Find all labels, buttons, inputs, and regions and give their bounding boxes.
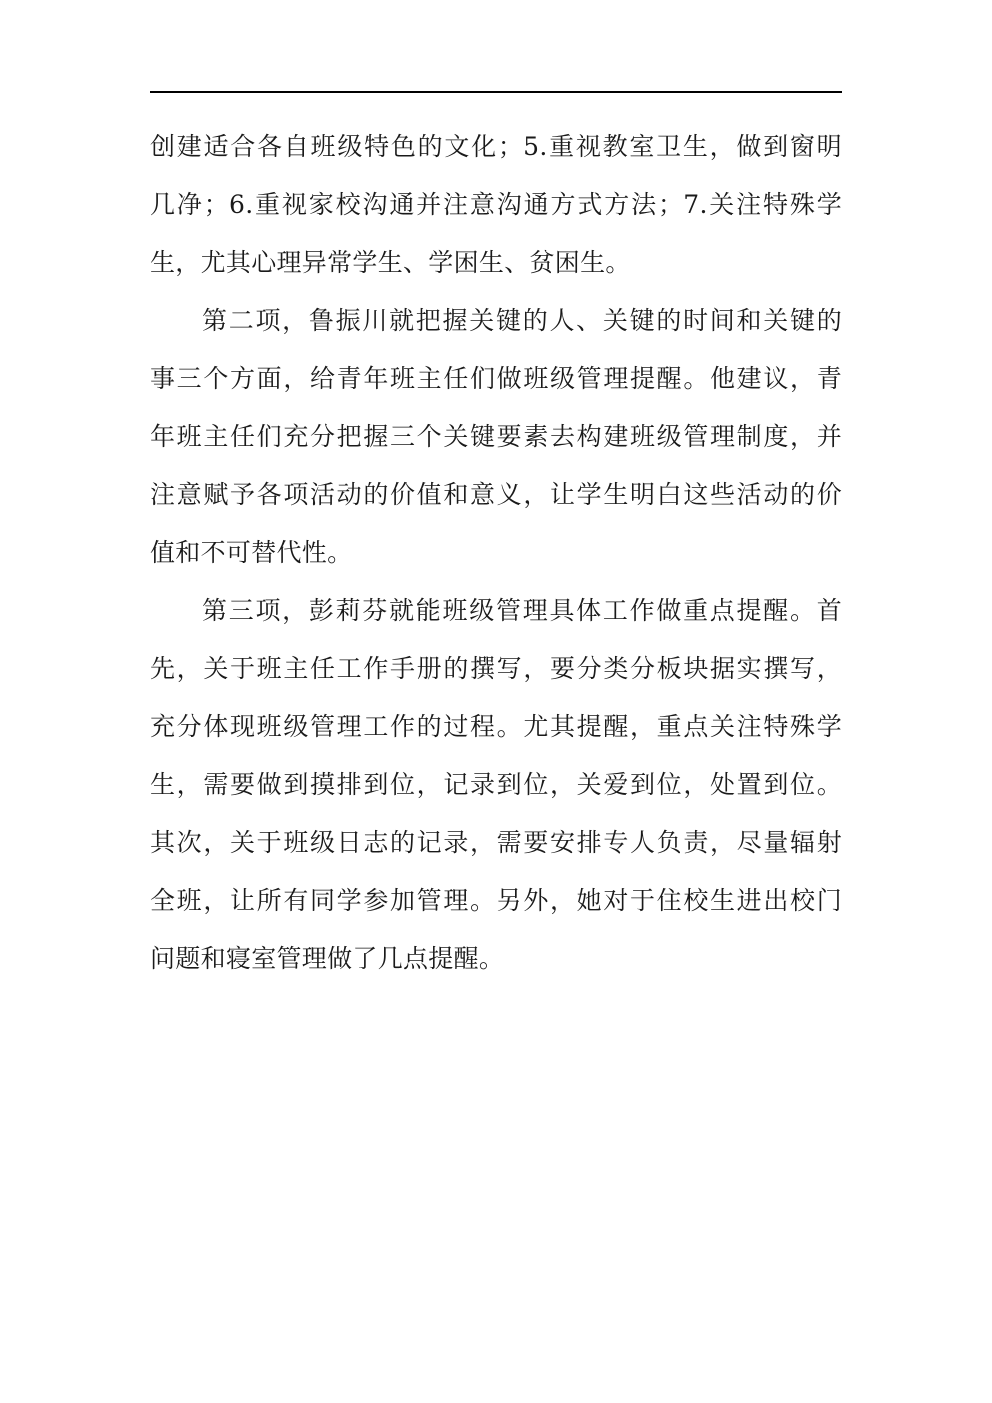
paragraph-3 bbox=[150, 582, 842, 988]
paragraph-line: 其次，关于班级日志的记录，需要安排专人负责，尽量辐射 bbox=[150, 828, 842, 857]
paragraph-line: 创建适合各自班级特色的文化；5.重视教室卫生，做到窗明 bbox=[150, 132, 842, 161]
paragraph-2 bbox=[150, 292, 842, 582]
paragraph-line: 年班主任们充分把握三个关键要素去构建班级管理制度，并 bbox=[150, 422, 842, 451]
paragraph-line: 问题和寝室管理做了几点提醒。 bbox=[150, 944, 505, 973]
paragraph-line: 生，需要做到摸排到位，记录到位，关爱到位，处置到位。 bbox=[150, 770, 842, 799]
paragraph-line: 几净；6.重视家校沟通并注意沟通方式方法；7.关注特殊学 bbox=[150, 190, 842, 219]
paragraph-line: 全班，让所有同学参加管理。另外，她对于住校生进出校门 bbox=[150, 886, 842, 915]
paragraph-line: 第二项，鲁振川就把握关键的人、关键的时间和关键的 bbox=[202, 306, 842, 335]
paragraph-line: 事三个方面，给青年班主任们做班级管理提醒。他建议，青 bbox=[150, 364, 842, 393]
header-rule bbox=[150, 91, 842, 93]
paragraph-1 bbox=[150, 118, 842, 292]
paragraph-line: 先，关于班主任工作手册的撰写，要分类分板块据实撰写， bbox=[150, 654, 842, 683]
paragraph-line: 充分体现班级管理工作的过程。尤其提醒，重点关注特殊学 bbox=[150, 712, 842, 741]
paragraph-line: 第三项，彭莉芬就能班级管理具体工作做重点提醒。首 bbox=[202, 596, 842, 625]
document-body bbox=[150, 118, 842, 988]
paragraph-line: 注意赋予各项活动的价值和意义，让学生明白这些活动的价 bbox=[150, 480, 842, 509]
paragraph-line: 值和不可替代性。 bbox=[150, 538, 353, 567]
paragraph-line: 生，尤其心理异常学生、学困生、贫困生。 bbox=[150, 248, 631, 277]
